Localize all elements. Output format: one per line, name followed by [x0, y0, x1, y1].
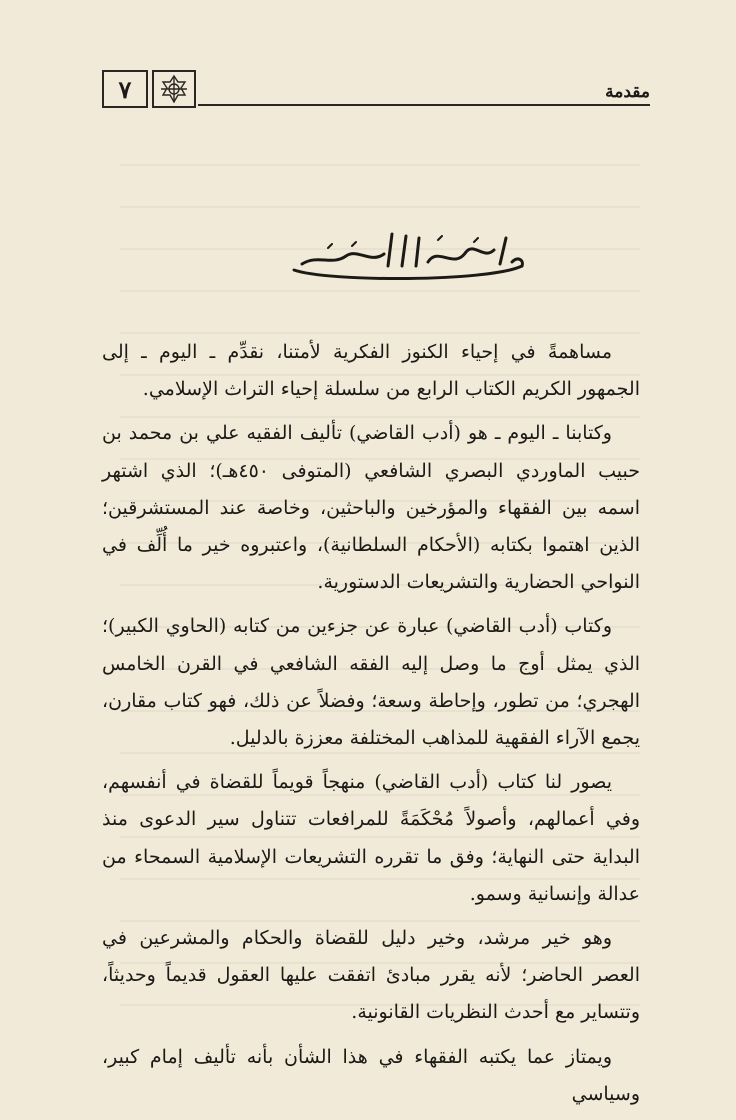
section-title: مقدمة: [605, 82, 650, 102]
body-text: [102, 334, 640, 1120]
paragraph: ويمتاز عما يكتبه الفقهاء في هذا الشأن بأنه تأليف إمام كبير، وسياسي: [102, 1045, 640, 1105]
ornament-icon: [152, 70, 196, 108]
basmala-calligraphy: [288, 226, 528, 286]
paragraph: مساهمةً في إحياء الكنوز الفكرية لأمتنا، نقدِّم ـ اليوم ـ إلى الجمهور الكريم الكتاب الرابع من سلسلة إحياء التراث الإسلامي.: [102, 341, 640, 401]
paragraph: يصور لنا كتاب (أدب القاضي) منهجاً قويماً للقضاة في أنفسهم، وفي أعمالهم، وأصولاً مُحْكَمَةً للمرافعات تتناول سير الدعوى منذ البداية حتى النهاية؛ وفق ما تقرره التشريعات الإسلامية السمحاء من عدالة وإنسانية وسمو.: [102, 771, 640, 905]
geometric-ornament-icon: [157, 74, 191, 104]
running-header: [102, 70, 650, 112]
page-number: ٧: [102, 70, 148, 108]
header-rule: [198, 104, 650, 106]
paragraph: وكتابنا ـ اليوم ـ هو (أدب القاضي) تأليف الفقيه علي بن محمد بن حبيب الماوردي البصري الشافعي (المتوفى ٤٥٠هـ)؛ الذي اشتهر اسمه بين الفقهاء والمؤرخين والباحثين، وخاصة عند المستشرقين؛ الذين اهتموا بكتابه (الأحكام السلطانية)، واعتبروه خير ما أُلِّف في النواحي الحضارية والتشريعات الدستورية.: [102, 422, 640, 594]
paragraph: وكتاب (أدب القاضي) عبارة عن جزءين من كتابه (الحاوي الكبير)؛ الذي يمثل أوج ما وصل إليه الفقه الشافعي في القرن الخامس الهجري؛ من تطور، وإحاطة وسعة؛ وفضلاً عن ذلك، فهو كتاب مقارن، يجمع الآراء الفقهية للمذاهب المختلفة معززة بالدليل.: [102, 615, 640, 750]
paragraph: وهو خير مرشد، وخير دليل للقضاة والحكام والمشرعين في العصر الحاضر؛ لأنه يقرر مبادئ اتفقت عليها العقول قديماً وحديثاً، وتتساير مع أحدث النظريات القانونية.: [102, 927, 640, 1024]
